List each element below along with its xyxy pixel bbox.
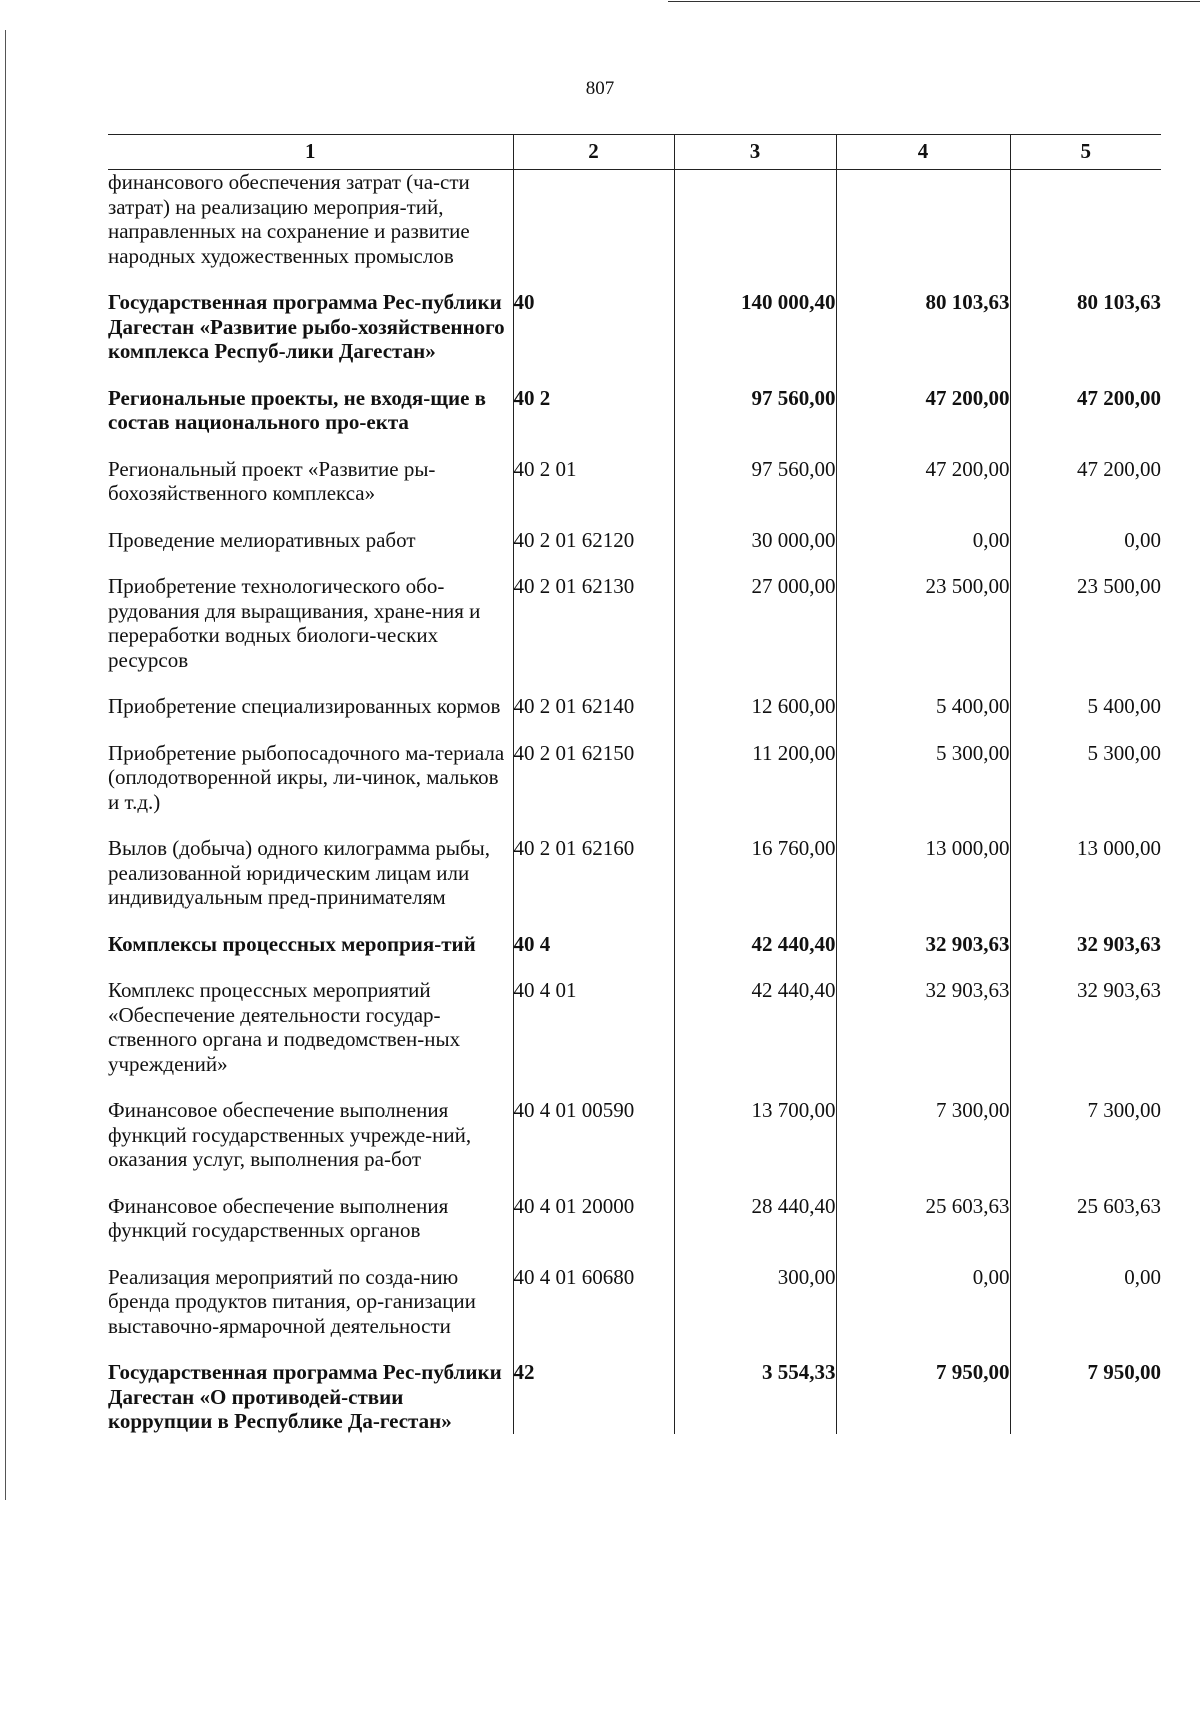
row-name: Финансовое обеспечение выполнения функций государственных органов <box>108 1193 449 1242</box>
row-gap <box>108 435 1161 457</box>
column-header-5: 5 <box>1010 135 1161 170</box>
table-row <box>108 1194 1161 1243</box>
row-value-2025: 47 200,00 <box>1010 386 1161 435</box>
row-code: 40 2 01 62120 <box>513 528 674 553</box>
row-code: 40 2 01 62140 <box>513 694 674 719</box>
row-gap <box>108 364 1161 386</box>
row-name: Комплекс процессных мероприятий «Обеспечение деятельности государ-ственного органа и подведомствен-ных учреждений» <box>108 978 461 1076</box>
row-value-2024: 5 400,00 <box>836 694 1010 719</box>
table-row <box>108 694 1161 719</box>
table-row <box>108 528 1161 553</box>
row-value-2024: 23 500,00 <box>836 574 1010 672</box>
table-row <box>108 574 1161 672</box>
row-name: Региональные проекты, не входя-щие в состав национального про-екта <box>108 385 486 434</box>
row-name: Финансовое обеспечение выполнения функций государственных учрежде-ний, оказания услуг, выполнения ра-бот <box>108 1098 472 1171</box>
row-gap <box>108 719 1161 741</box>
row-value-2023: 30 000,00 <box>674 528 836 553</box>
table-row <box>108 290 1161 364</box>
table-row <box>108 386 1161 435</box>
table-row <box>108 932 1161 957</box>
row-value-2024: 7 300,00 <box>836 1098 1010 1172</box>
row-code: 40 4 01 <box>513 978 674 1076</box>
row-value-2023: 12 600,00 <box>674 694 836 719</box>
table-row <box>108 978 1161 1076</box>
row-value-2024: 7 950,00 <box>836 1360 1010 1434</box>
row-code: 40 4 01 00590 <box>513 1098 674 1172</box>
row-value-2024: 32 903,63 <box>836 978 1010 1076</box>
row-value-2023: 28 440,40 <box>674 1194 836 1243</box>
row-code: 40 2 01 62150 <box>513 741 674 815</box>
row-value-2023: 97 560,00 <box>674 386 836 435</box>
row-value-2023: 42 440,40 <box>674 978 836 1076</box>
row-code: 40 4 01 20000 <box>513 1194 674 1243</box>
row-value-2023: 3 554,33 <box>674 1360 836 1434</box>
row-code: 42 <box>513 1360 674 1434</box>
row-value-2025: 13 000,00 <box>1010 836 1161 910</box>
row-name: Реализация мероприятий по созда-нию бренда продуктов питания, ор-ганизации выставочно-ярмарочной деятельности <box>108 1264 476 1338</box>
row-value-2023: 27 000,00 <box>674 574 836 672</box>
row-code <box>513 170 674 269</box>
row-name: Приобретение рыбопосадочного ма-териала (оплодотворенной икры, ли-чинок, мальков и т.д.) <box>108 740 505 814</box>
row-gap <box>108 1172 1161 1194</box>
row-name: финансового обеспечения затрат (ча-сти затрат) на реализацию мероприя-тий, направленных на сохранение и развитие народных художественных промыслов <box>108 170 470 268</box>
header-row <box>108 135 1161 170</box>
row-value-2024: 47 200,00 <box>836 457 1010 506</box>
row-value-2024 <box>836 170 1010 269</box>
row-name: Вылов (добыча) одного килограмма рыбы, реализованной юридическим лицам или индивидуальным пред-принимателям <box>108 836 491 909</box>
row-value-2023: 16 760,00 <box>674 836 836 910</box>
column-header-4: 4 <box>836 135 1010 170</box>
row-name: Государственная программа Рес-публики Дагестан «О противодей-ствии коррупции в Республике Да-гестан» <box>108 1360 502 1433</box>
row-value-2025: 7 300,00 <box>1010 1098 1161 1172</box>
row-code: 40 2 01 62160 <box>513 836 674 910</box>
row-value-2024: 13 000,00 <box>836 836 1010 910</box>
table-row <box>108 457 1161 506</box>
row-code: 40 4 <box>513 932 674 957</box>
table-row <box>108 1098 1161 1172</box>
row-gap <box>108 814 1161 836</box>
row-gap <box>108 1338 1161 1360</box>
row-name: Приобретение технологического обо-рудования для выращивания, хране-ния и переработки водных биологи-ческих ресурсов <box>108 574 481 672</box>
row-value-2023: 13 700,00 <box>674 1098 836 1172</box>
table-row <box>108 1265 1161 1339</box>
row-name: Комплексы процессных мероприя-тий <box>108 931 476 956</box>
row-value-2023: 140 000,40 <box>674 290 836 364</box>
table-row <box>108 741 1161 815</box>
row-gap <box>108 268 1161 290</box>
row-value-2025 <box>1010 170 1161 269</box>
row-value-2025: 23 500,00 <box>1010 574 1161 672</box>
table-row <box>108 1360 1161 1434</box>
row-value-2024: 47 200,00 <box>836 386 1010 435</box>
row-value-2024: 25 603,63 <box>836 1194 1010 1243</box>
column-header-2: 2 <box>513 135 674 170</box>
row-value-2024: 5 300,00 <box>836 741 1010 815</box>
top-rule <box>668 1 1200 2</box>
row-value-2025: 5 400,00 <box>1010 694 1161 719</box>
row-value-2025: 32 903,63 <box>1010 978 1161 1076</box>
row-gap <box>108 910 1161 932</box>
row-gap <box>108 1243 1161 1265</box>
row-value-2024: 80 103,63 <box>836 290 1010 364</box>
row-name: Государственная программа Рес-публики Дагестан «Развитие рыбо-хозяйственного комплекса Респуб-лики Дагестан» <box>108 290 505 363</box>
row-code: 40 2 <box>513 386 674 435</box>
row-value-2023 <box>674 170 836 269</box>
row-gap <box>108 552 1161 574</box>
row-code: 40 2 01 <box>513 457 674 506</box>
row-value-2023: 42 440,40 <box>674 932 836 957</box>
row-value-2023: 11 200,00 <box>674 741 836 815</box>
left-margin-rule <box>5 30 6 1500</box>
row-code: 40 <box>513 290 674 364</box>
row-value-2025: 25 603,63 <box>1010 1194 1161 1243</box>
row-value-2023: 97 560,00 <box>674 457 836 506</box>
row-value-2025: 0,00 <box>1010 528 1161 553</box>
row-value-2025: 7 950,00 <box>1010 1360 1161 1434</box>
column-header-1: 1 <box>108 135 513 170</box>
row-gap <box>108 506 1161 528</box>
row-name: Региональный проект «Развитие ры-бохозяйственного комплекса» <box>108 456 436 505</box>
column-header-3: 3 <box>674 135 836 170</box>
row-name: Проведение мелиоративных работ <box>108 527 416 552</box>
row-value-2024: 0,00 <box>836 1265 1010 1339</box>
row-value-2025: 47 200,00 <box>1010 457 1161 506</box>
row-value-2024: 32 903,63 <box>836 932 1010 957</box>
table-row <box>108 170 1161 269</box>
row-gap <box>108 672 1161 694</box>
page-number: 807 <box>585 78 615 99</box>
table-row <box>108 836 1161 910</box>
table-body <box>108 170 1161 1434</box>
row-value-2024: 0,00 <box>836 528 1010 553</box>
budget-table <box>108 134 1161 1434</box>
row-code: 40 4 01 60680 <box>513 1265 674 1339</box>
row-value-2025: 5 300,00 <box>1010 741 1161 815</box>
row-value-2025: 80 103,63 <box>1010 290 1161 364</box>
row-value-2023: 300,00 <box>674 1265 836 1339</box>
row-value-2025: 32 903,63 <box>1010 932 1161 957</box>
row-value-2025: 0,00 <box>1010 1265 1161 1339</box>
row-gap <box>108 956 1161 978</box>
row-gap <box>108 1076 1161 1098</box>
row-code: 40 2 01 62130 <box>513 574 674 672</box>
row-name: Приобретение специализированных кормов <box>108 694 501 718</box>
